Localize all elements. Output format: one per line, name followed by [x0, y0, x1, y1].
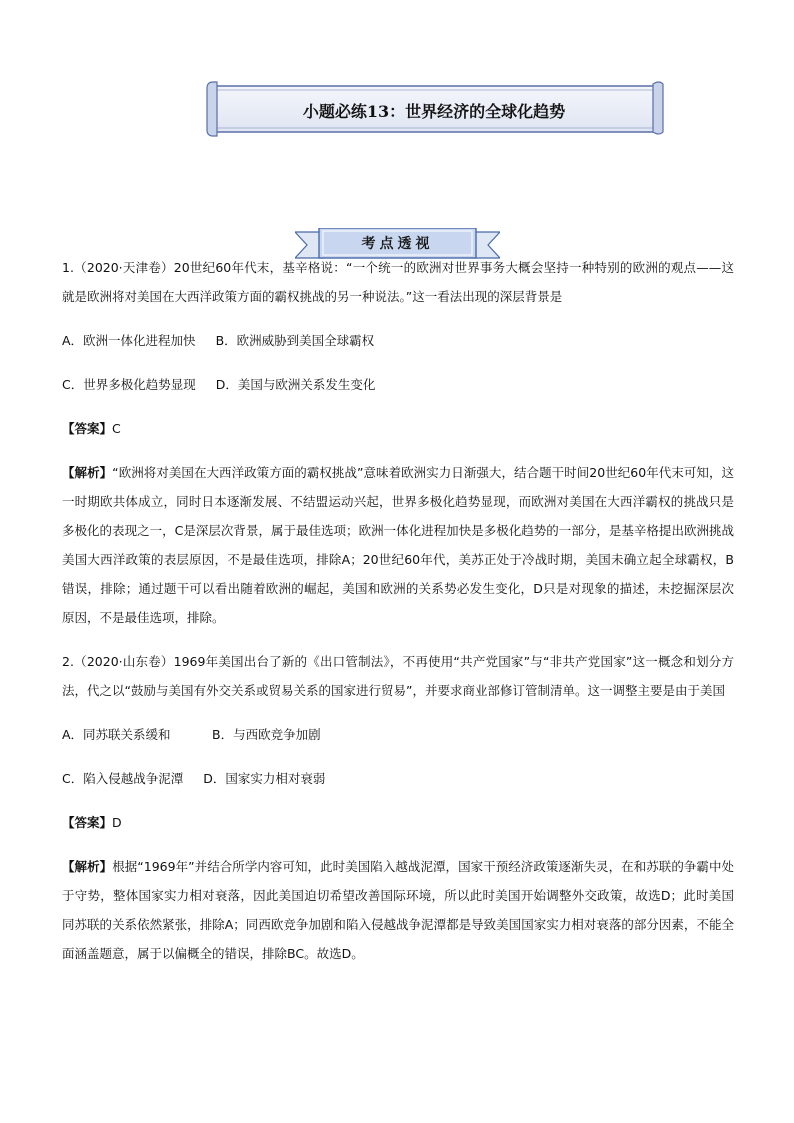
option-row — [62, 720, 734, 749]
analysis — [62, 852, 734, 968]
answer-label: 【答案】 — [62, 815, 113, 830]
answer-value: D — [112, 815, 122, 830]
answer-value: C — [112, 421, 121, 436]
option-b: B．欧洲威胁到美国全球霸权 — [215, 333, 375, 348]
analysis-label: 【解析】 — [62, 465, 113, 480]
analysis — [62, 458, 734, 632]
question-stem: 2.（2020·山东卷）1969年美国出台了新的《出口管制法》，不再使用“共产党国家”与“非共产党国家”这一概念和划分方法，代之以“鼓励与美国有外交关系或贸易关系的国家进行贸易”，并要求商业部修订管制清单。这一调整主要是由于美国 — [62, 654, 734, 698]
answer-label: 【答案】 — [62, 421, 113, 436]
option-row — [62, 370, 734, 399]
analysis-label: 【解析】 — [62, 859, 113, 874]
option-c: C．陷入侵越战争泥潭 — [62, 771, 184, 786]
answer-line — [62, 414, 734, 443]
option-b: B．与西欧竞争加剧 — [212, 727, 321, 742]
analysis-text: 根据“1969年”并结合所学内容可知，此时美国陷入越战泥潭，国家干预经济政策逐渐失灵，在和苏联的争霸中处于守势，整体国家实力相对衰落，因此美国迫切希望改善国际环境，所以此时美国开始调整外交政策，故选D；此时美国同苏联的关系依然紧张，排除A；同西欧竞争加剧和陷入侵越战争泥潭都是导致美国国家实力相对衰落的部分因素，不能全面涵盖题意，属于以偏概全的错误，排除BC。故选D。 — [62, 859, 734, 961]
analysis-text: “欧洲将对美国在大西洋政策方面的霸权挑战”意味着欧洲实力日渐强大，结合题干时间20世纪60年代末可知，这一时期欧共体成立，同时日本逐渐发展、不结盟运动兴起，世界多极化趋势显现，而欧洲对美国在大西洋霸权的挑战只是多极化的表现之一，C是深层次背景，属于最佳选项；欧洲一体化进程加快是多极化趋势的一部分，是基辛格提出欧洲挑战美国大西洋政策的表层原因，不是最佳选项，排除A；20世纪60年代，美苏正处于冷战时期，美国未确立起全球霸权，B错误，排除；通过题干可以看出随着欧洲的崛起，美国和欧洲的关系势必发生变化，D只是对现象的描述，未挖掘深层次原因，不是最佳选项，排除。 — [62, 465, 734, 625]
option-row — [62, 326, 734, 355]
question-2 — [62, 647, 734, 968]
title-banner — [203, 80, 665, 140]
section-title: 考点透视 — [361, 236, 434, 252]
question-1 — [62, 253, 734, 632]
option-row — [62, 764, 734, 793]
question-list — [62, 253, 734, 968]
option-c: C．世界多极化趋势显现 — [62, 377, 196, 392]
option-d: D．国家实力相对衰弱 — [203, 771, 326, 786]
page-title: 小题必练13：世界经济的全球化趋势 — [302, 101, 566, 121]
option-a: A．欧洲一体化进程加快 — [62, 333, 196, 348]
option-d: D．美国与欧洲关系发生变化 — [215, 377, 376, 392]
answer-line — [62, 808, 734, 837]
option-a: A．同苏联关系缓和 — [62, 727, 171, 742]
question-stem: 1.（2020·天津卷）20世纪60年代末，基辛格说：“一个统一的欧洲对世界事务大概会坚持一种特别的欧洲的观点——这就是欧洲将对美国在大西洋政策方面的霸权挑战的另一种说法。”这一看法出现的深层背景是 — [62, 260, 734, 304]
